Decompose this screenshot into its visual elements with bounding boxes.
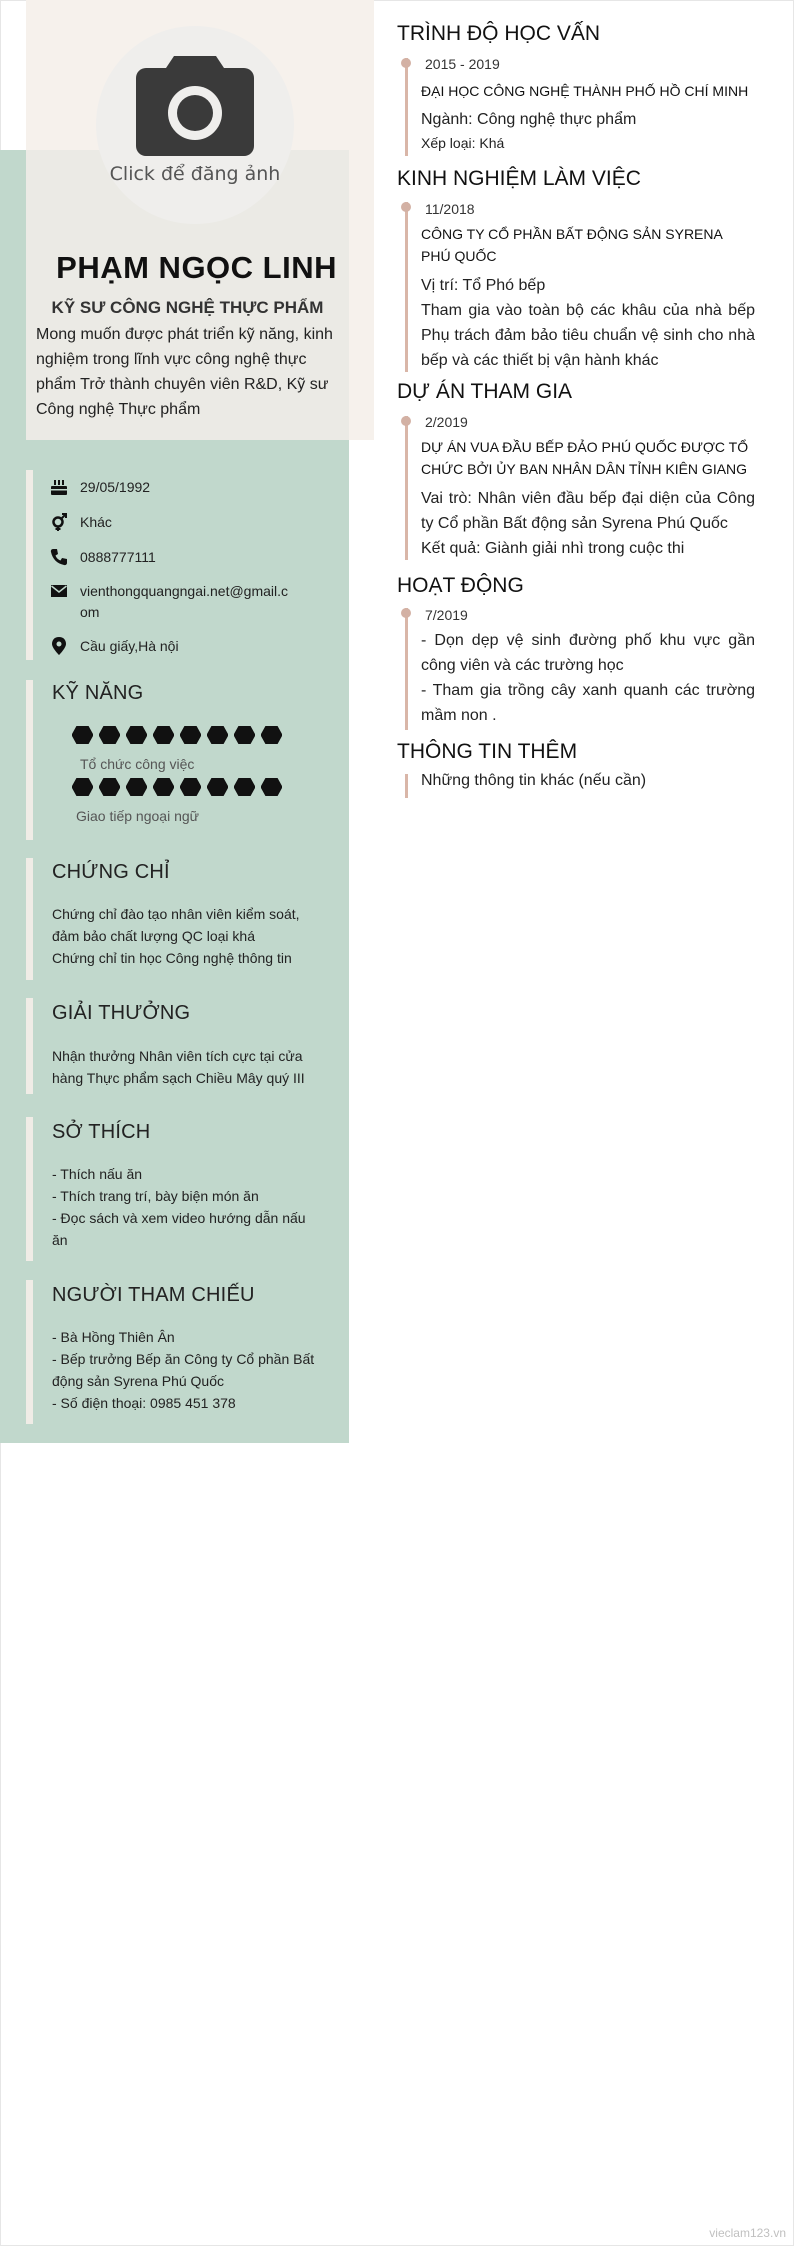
skill-hexagon-icon [72, 726, 93, 744]
projects-role: Vai trò: Nhân viên đầu bếp đại diện của Công ty Cổ phần Bất động sản Syrena Phú Quốc [421, 490, 755, 532]
award-line: hàng Thực phẩm sạch Chiều Mây quý III [52, 1070, 305, 1086]
skills-heading: KỸ NĂNG [52, 682, 144, 704]
contact-birthday [50, 477, 290, 498]
activities-item: - Dọn dẹp vệ sinh đường phố khu vực gần công viên và các trường học [421, 632, 755, 674]
activities-heading: HOẠT ĐỘNG [397, 574, 524, 597]
skill-hexagon-icon [207, 726, 228, 744]
skill-hexagon-icon [126, 726, 147, 744]
skills-section-bar [26, 680, 33, 840]
extra-info-timeline [405, 774, 408, 798]
gender-text: Khác [80, 514, 112, 530]
certificates-text [52, 903, 317, 969]
skill-rating-language [72, 778, 288, 796]
education-timeline-dot [401, 58, 411, 68]
certificate-line: Chứng chỉ tin học Công nghệ thông tin [52, 950, 292, 966]
skill-hexagon-icon [180, 778, 201, 796]
candidate-name [26, 250, 374, 286]
contact-section-bar [26, 470, 33, 660]
experience-description: Tham gia vào toàn bộ các khâu của nhà bếp Phụ trách đảm bảo tiêu chuẩn vệ sinh cho nhà bếp và các thiết bị vận hành khác [421, 302, 755, 369]
activities-timeline [405, 608, 408, 730]
experience-timeline-dot [401, 202, 411, 212]
skill-label-language: Giao tiếp ngoại ngữ [76, 808, 200, 824]
award-line: Nhận thưởng Nhân viên tích cực tại cửa [52, 1048, 303, 1064]
experience-date: 11/2018 [425, 201, 475, 217]
career-objective: Mong muốn được phát triển kỹ năng, kinh nghiệm trong lĩnh vực công nghệ thực phẩm Trở thành chuyên viên R&D, Kỹ sư Công nghệ Thực phẩm [36, 326, 333, 418]
projects-heading: DỰ ÁN THAM GIA [397, 380, 573, 403]
contact-address [50, 636, 290, 657]
skill-hexagon-icon [72, 778, 93, 796]
skill-hexagon-icon [261, 726, 282, 744]
hobby-line: - Đọc sách và xem video hướng dẫn nấu [52, 1210, 306, 1226]
skill-hexagon-icon [261, 778, 282, 796]
extra-info-heading: THÔNG TIN THÊM [397, 740, 578, 763]
education-heading: TRÌNH ĐỘ HỌC VẤN [397, 22, 601, 45]
awards-section-bar [26, 998, 33, 1094]
hobbies-section-bar [26, 1117, 33, 1261]
skill-hexagon-icon [180, 726, 201, 744]
certificates-heading: CHỨNG CHỈ [52, 861, 170, 883]
education-date: 2015 - 2019 [425, 56, 500, 72]
phone-icon [50, 548, 68, 566]
experience-heading: KINH NGHIỆM LÀM VIỆC [397, 167, 641, 190]
gender-icon [50, 513, 68, 531]
contact-email [50, 581, 290, 623]
candidate-name-text: PHẠM NGỌC LINH [56, 250, 337, 285]
skill-hexagon-icon [234, 778, 255, 796]
hobby-line: ăn [52, 1232, 68, 1248]
education-timeline [405, 58, 408, 156]
birthday-cake-icon [50, 478, 68, 496]
education-major: Ngành: Công nghệ thực phẩm [421, 111, 637, 128]
avatar-caption: Click để đăng ảnh [109, 163, 281, 185]
extra-info-text: Những thông tin khác (nếu cần) [421, 772, 647, 789]
skill-label-organization: Tổ chức công việc [80, 756, 195, 772]
experience-position: Vị trí: Tổ Phó bếp [421, 277, 546, 294]
email-icon [50, 582, 68, 600]
phone-text: 0888777111 [80, 549, 156, 565]
hobbies-heading: SỞ THÍCH [52, 1121, 151, 1143]
reference-line: - Bà Hồng Thiên Ân [52, 1329, 175, 1345]
experience-timeline [405, 202, 408, 372]
projects-timeline-dot [401, 416, 411, 426]
education-school: ĐẠI HỌC CÔNG NGHỆ THÀNH PHỐ HỒ CHÍ MINH [421, 83, 749, 99]
projects-date: 2/2019 [425, 414, 468, 430]
profile-background-edge [349, 150, 374, 440]
skill-hexagon-icon [126, 778, 147, 796]
projects-title: DỰ ÁN VUA ĐẦU BẾP ĐẢO PHÚ QUỐC ĐƯỢC TỔ CHỨC BỞI ỦY BAN NHÂN DÂN TỈNH KIÊN GIANG [421, 439, 749, 477]
avatar-upload[interactable] [96, 26, 294, 224]
activities-date: 7/2019 [425, 607, 468, 623]
contact-phone [50, 547, 290, 568]
hobby-line: - Thích trang trí, bày biện món ăn [52, 1188, 259, 1204]
skill-hexagon-icon [207, 778, 228, 796]
hobby-line: - Thích nấu ăn [52, 1166, 143, 1182]
footer-brand: vieclam123.vn [709, 2226, 786, 2240]
education-grade: Xếp loại: Khá [421, 135, 505, 151]
reference-line: - Số điện thoại: 0985 451 378 [52, 1395, 236, 1411]
reference-line: - Bếp trưởng Bếp ăn Công ty Cổ phần Bất [52, 1351, 315, 1367]
job-title: KỸ SƯ CÔNG NGHỆ THỰC PHẨM [51, 298, 324, 317]
certificate-line: đảm bảo chất lượng QC loại khá [52, 928, 255, 944]
activities-item: - Tham gia trồng cây xanh quanh các trường mầm non . [421, 682, 755, 724]
projects-timeline [405, 416, 408, 560]
skill-hexagon-icon [153, 778, 174, 796]
awards-text [52, 1045, 317, 1089]
skill-hexagon-icon [99, 726, 120, 744]
awards-heading: GIẢI THƯỞNG [52, 1002, 191, 1024]
camera-icon [136, 56, 254, 156]
certificate-line: Chứng chỉ đào tạo nhân viên kiểm soát, [52, 906, 300, 922]
skill-rating-organization [72, 726, 288, 744]
reference-line: động sản Syrena Phú Quốc [52, 1373, 225, 1389]
activities-timeline-dot [401, 608, 411, 618]
projects-result: Kết quả: Giành giải nhì trong cuộc thi [421, 540, 685, 557]
experience-company: CÔNG TY CỔ PHẦN BẤT ĐỘNG SẢN SYRENA PHÚ QUỐC [421, 226, 723, 264]
references-text [52, 1326, 317, 1414]
email-text: vienthongquangngai.net@gmail.com [80, 583, 289, 620]
certificates-section-bar [26, 858, 33, 980]
references-section-bar [26, 1280, 33, 1424]
birthday-text: 29/05/1992 [80, 479, 151, 495]
skill-hexagon-icon [234, 726, 255, 744]
address-text: Cầu giấy,Hà nội [80, 638, 179, 654]
hobbies-text [52, 1163, 317, 1251]
location-pin-icon [50, 637, 68, 655]
skill-hexagon-icon [153, 726, 174, 744]
skill-hexagon-icon [99, 778, 120, 796]
contact-gender [50, 512, 290, 533]
references-heading: NGƯỜI THAM CHIẾU [52, 1284, 255, 1306]
